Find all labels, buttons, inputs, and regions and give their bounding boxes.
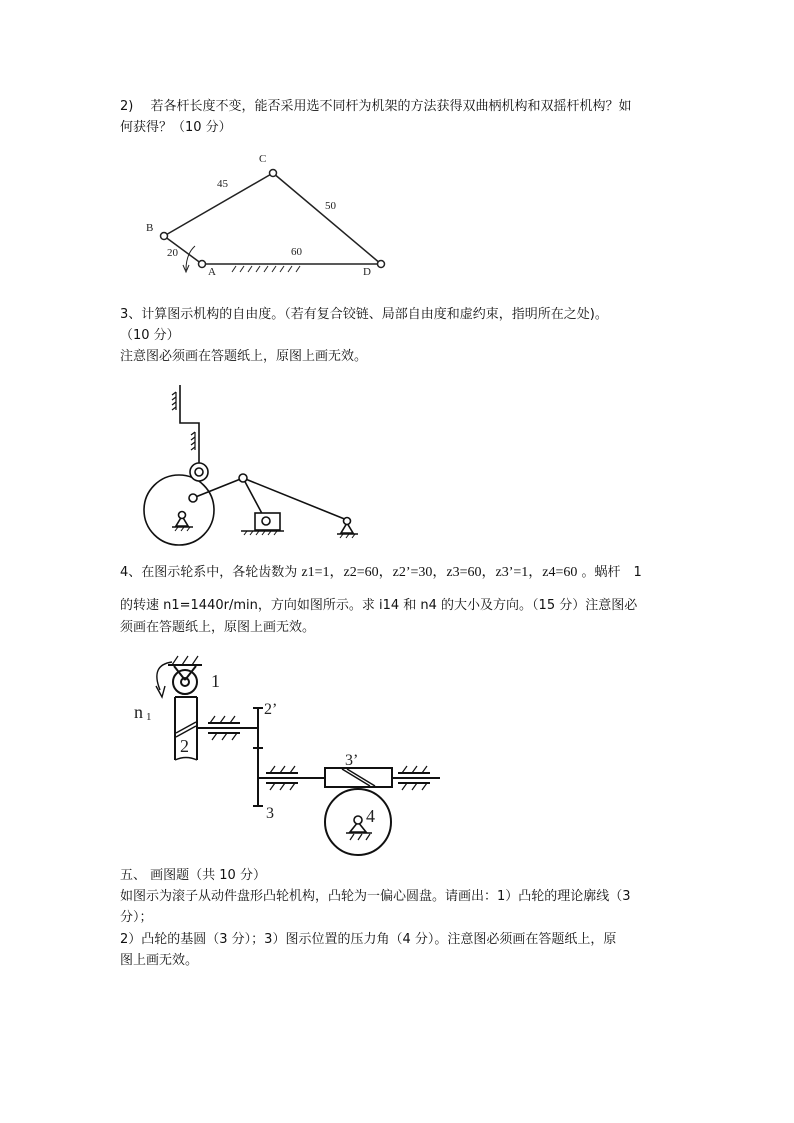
q4-text-line1: [120, 564, 642, 582]
label-45: 45: [217, 178, 228, 190]
joint-C: [270, 170, 277, 177]
joint-D: [378, 261, 385, 268]
q4-worm: 。蜗杆 1: [577, 565, 642, 580]
cam-mechanism-figure: [144, 385, 358, 545]
q5-heading: 五、 画图题（共 10 分）: [120, 868, 266, 883]
label-gear-2prime: 2’: [264, 701, 278, 718]
label-C: C: [259, 153, 267, 165]
label-50: 50: [325, 200, 336, 212]
q5-text-line2: 分）；: [120, 910, 153, 925]
q3-text-line2: （10 分）: [120, 328, 180, 343]
label-gear-1: 1: [211, 671, 220, 691]
label-D: D: [363, 266, 371, 278]
joint-A: [199, 261, 206, 268]
ground-hatch: [232, 266, 300, 272]
guide-hatch: [172, 392, 195, 450]
four-bar-linkage-figure: [161, 170, 385, 273]
q5-text-line4: 图上画无效。: [120, 953, 199, 968]
q2-text-line1: 2) 若各杆长度不变，能否采用选不同杆为机架的方法获得双曲柄机构和双摇杆机构？如: [120, 99, 632, 114]
q4-text-line2: 的转速 n1=1440r/min，方向如图所示。求 i14 和 n4 的大小及方向。（15 分）注意图必: [120, 598, 638, 613]
q3-text-line1: 3、计算图示机构的自由度。（若有复合铰链、局部自由度和虚约束，指明所在之处)。: [120, 307, 608, 322]
q4-intro: 4、在图示轮系中，各轮齿数为: [120, 565, 302, 580]
joint-B: [161, 233, 168, 240]
label-A: A: [208, 266, 216, 278]
q2-text-line2: 何获得？（10 分）: [120, 120, 232, 135]
q4-text-line3: 须画在答题纸上，原图上画无效。: [120, 620, 316, 635]
label-gear-3: 3: [266, 805, 274, 822]
q5-text-line3: 2）凸轮的基圆（3 分）；3）图示位置的压力角（4 分）。注意图必须画在答题纸上，原: [120, 932, 617, 947]
label-gear-3prime: 3’: [345, 752, 359, 769]
label-n1: n: [134, 702, 143, 722]
gear-train-figure: [156, 656, 440, 855]
label-60: 60: [291, 246, 302, 258]
label-gear-4: 4: [366, 806, 375, 826]
q4-teeth-numbers: z1=1，z2=60，z2’=30，z3=60，z3’=1，z4=60: [301, 565, 578, 580]
label-20: 20: [167, 247, 178, 259]
label-B: B: [146, 222, 154, 234]
q3-text-line3: 注意图必须画在答题纸上，原图上画无效。: [120, 349, 368, 364]
label-n1-sub: 1: [146, 711, 152, 723]
label-gear-2: 2: [180, 736, 189, 756]
q5-text-line1: 如图示为滚子从动件盘形凸轮机构，凸轮为一偏心圆盘。请画出：1）凸轮的理论廓线（3: [120, 889, 631, 904]
